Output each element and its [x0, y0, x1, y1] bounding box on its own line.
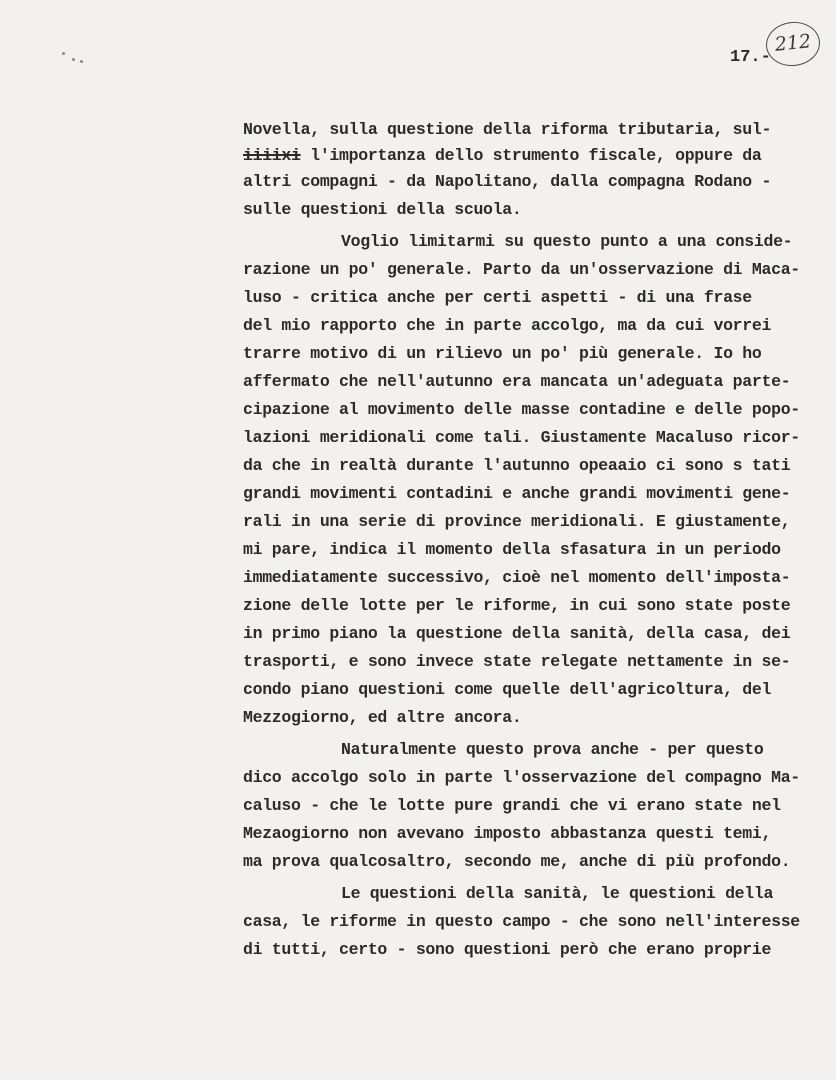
text-line: luso - critica anche per certi aspetti - di una frase [243, 288, 752, 307]
text-line: di tutti, certo - sono questioni però che erano proprie [243, 940, 772, 959]
text-line: casa, le riforme in questo campo - che sono nell'interesse [243, 912, 800, 931]
text-line: iiiixi l'importanza dello strumento fiscale, oppure da [243, 146, 762, 165]
text-line: trasporti, e sono invece state relegate nettamente in se- [243, 652, 791, 671]
text-line: immediatamente successivo, cioè nel momento dell'imposta- [243, 568, 791, 587]
text-line: Mezzogiorno, ed altre ancora. [243, 708, 522, 727]
text-line: da che in realtà durante l'autunno opeaaio ci sono s tati [243, 456, 791, 475]
struck-out-word: iiiixi [243, 146, 301, 165]
text-line: trarre motivo di un rilievo un po' più generale. Io ho [243, 344, 762, 363]
paper-speck [62, 52, 65, 55]
text-line: razione un po' generale. Parto da un'osservazione di Maca- [243, 260, 800, 279]
archive-stamp-number: 212 [773, 30, 813, 56]
text-line: condo piano questioni come quelle dell'agricoltura, del [243, 680, 772, 699]
text-line: in primo piano la questione della sanità, della casa, dei [243, 624, 791, 643]
text-line: zione delle lotte per le riforme, in cui sono state poste [243, 596, 791, 615]
text-line: sulle questioni della scuola. [243, 200, 522, 219]
text-line: Naturalmente questo prova anche - per questo [341, 740, 764, 759]
text-line: mi pare, indica il momento della sfasatura in un periodo [243, 540, 781, 559]
text-line: cipazione al movimento delle masse contadine e delle popo- [243, 400, 800, 419]
text-line: altri compagni - da Napolitano, dalla compagna Rodano - [243, 172, 772, 191]
text-line: affermato che nell'autunno era mancata un'adeguata parte- [243, 372, 791, 391]
text-line: lazioni meridionali come tali. Giustamente Macaluso ricor- [243, 428, 800, 447]
text-line: del mio rapporto che in parte accolgo, ma da cui vorrei [243, 316, 772, 335]
text-line: Novella, sulla questione della riforma tributaria, sul- [243, 120, 772, 139]
paper-speck [80, 60, 83, 63]
text-line: dico accolgo solo in parte l'osservazione del compagno Ma- [243, 768, 800, 787]
text-line: Voglio limitarmi su questo punto a una conside- [341, 232, 793, 251]
text-line: ma prova qualcosaltro, secondo me, anche di più profondo. [243, 852, 791, 871]
page-number: 17.- [730, 48, 771, 67]
archive-page-stamp [764, 19, 822, 68]
text-line: Mezaogiorno non avevano imposto abbastanza questi temi, [243, 824, 772, 843]
text-line: grandi movimenti contadini e anche grandi movimenti gene- [243, 484, 791, 503]
text-line: caluso - che le lotte pure grandi che vi erano state nel [243, 796, 781, 815]
paper-speck [72, 58, 75, 61]
text-line: Le questioni della sanità, le questioni della [341, 884, 774, 903]
text-line: rali in una serie di province meridionali. E giustamente, [243, 512, 791, 531]
